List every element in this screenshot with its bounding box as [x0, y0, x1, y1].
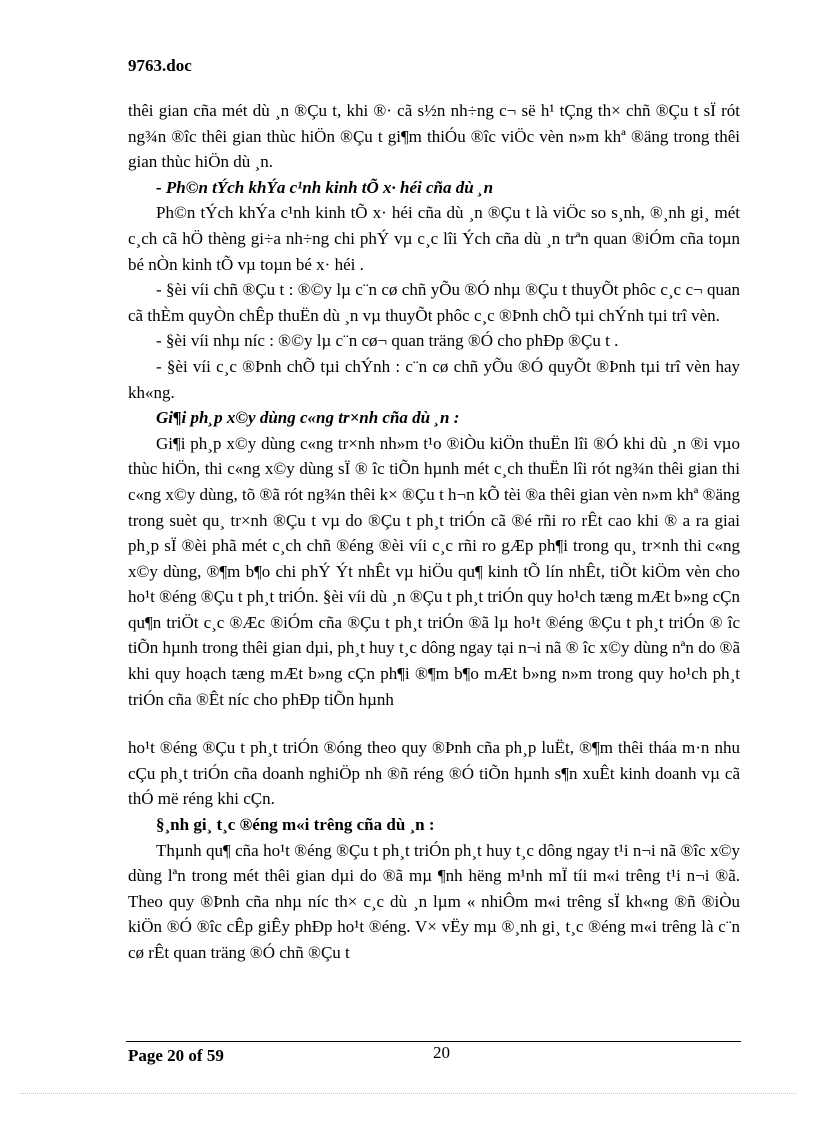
- page-number: 20: [433, 1043, 450, 1062]
- page-count-label: Page 20 of 59: [128, 1046, 224, 1065]
- document-body: [128, 98, 740, 966]
- section-heading: - Ph©n tÝch khÝa c¹nh kinh tÕ x· héi cña dù ¸n: [156, 177, 494, 197]
- paragraph: ho¹t ®éng ®Çu t ph¸t triÓn ®óng theo quy ®Þnh cña ph¸p luËt, ®¶m thêi tháa m·n nhu cÇu ph¸t triÓn cña doanh nghiÖp nh ®ñ réng ®Ó tiÕn hµnh s¶n xuÊt kinh doanh vµ cã thÓ më réng khi cÇn.: [128, 738, 740, 809]
- paragraph: - §èi víi nhµ níc : ®©y lµ c¨n cø¬ quan träng ®Ó cho phÐp ®Çu t .: [156, 331, 619, 351]
- paragraph: Thµnh qu¶ cña ho¹t ®éng ®Çu t ph¸t triÓn ph¸t huy t¸c dông ngay t¹i n¬i nã ®îc x©y dùng lªn trong mét thêi gian dµi do ®ã mµ ¶nh hëng m¹nh mÏ tíi m«i trêng t¹i n¬i ®ã. Theo quy ®Þnh cña nhµ níc th× c¸c dù ¸n lµm « nhiÔm m«i trêng sÏ kh«ng ®ñ ®iÒu kiÖn ®Ó ®îc cÊp giÊy phÐp ho¹t ®éng. V× vËy mµ ®¸nh gi¸ t¸c ®éng m«i trêng là c¨n cø rÊt quan träng ®Ó chñ ®Çu t: [128, 840, 740, 962]
- section-heading: Gi¶i ph¸p x©y dùng c«ng tr×nh cña dù ¸n :: [156, 408, 460, 428]
- paragraph: Ph©n tÝch khÝa c¹nh kinh tÕ x· héi cña dù ¸n ®Çu t là viÖc so s¸nh, ®¸nh gi¸ mét c¸ch cã hÖ thèng gi÷a nh÷ng chi phÝ vµ c¸c lîi Ých cña dù ¸n trªn quan ®iÓm cña toµn bé nÒn kinh tÕ vµ toµn bé x· héi .: [128, 203, 740, 274]
- paragraph-gap: [128, 712, 740, 735]
- document-filename: 9763.doc: [128, 56, 192, 75]
- paragraph: thêi gian cña mét dù ¸n ®Çu t, khi ®· cã s½n nh÷ng c¬ së h¹ tÇng th× chñ ®Çu t sÏ rót ng¾n ®îc thêi gian thùc hiÖn ®Çu t gi¶m thiÓu ®îc viÖc vèn n»m khª ®äng trong thêi gian thùc hiÖn dù ¸n.: [128, 101, 740, 172]
- page-bottom-dotted-border: [20, 1093, 796, 1094]
- paragraph: - §èi víi chñ ®Çu t : ®©y lµ c¨n cø chñ yÕu ®Ó nhµ ®Çu t thuyÕt phôc c¸c c¬ quan cã thÈm quyÒn chÊp thuËn dù ¸n vµ thuyÕt phôc c¸c ®Þnh chÕ tµi chÝnh tµi trî vèn.: [128, 280, 740, 325]
- footer-divider: [126, 1041, 741, 1042]
- paragraph: - §èi víi c¸c ®Þnh chÕ tµi chÝnh : c¨n cø chñ yÕu ®Ó quyÕt ®Þnh tµi trî vèn hay kh«ng.: [128, 356, 740, 402]
- section-heading: §¸nh gi¸ t¸c ®éng m«i trêng cña dù ¸n :: [156, 815, 435, 835]
- paragraph: Gi¶i ph¸p x©y dùng c«ng tr×nh nh»m t¹o ®iÒu kiÖn thuËn lîi ®Ó khi dù ¸n ®i vµo thùc hiÖn, thi c«ng x©y dùng sÏ ® îc tiÕn hµnh mét c¸ch thuËn lîi rót ng¾n thêi gian thi c«ng x©y dùng, tõ ®ã rót ng¾n thêi k× ®Çu t h¬n kÕ tèi ®a thêi gian vèn n»m khª ®äng trong suèt qu¸ tr×nh ®Çu t vµ do ®Çu t ph¸t triÓn cã ®é rñi ro rÊt cao khi ® a ra giai ph¸p sÏ ®èi phã mét c¸ch chñ ®éng ®èi víi c¸c rñi ro gÆp ph¶i trong qu¸ tr×nh thi c«ng x©y dùng, ®¶m b¶o chi phÝ Ýt nhÊt vµ hiÖu qu¶ kinh tÕ lín nhÊt, tiÕt kiÖm vèn cho ho¹t ®éng ®Çu t ph¸t triÓn. §èi víi dù ¸n ®Çu t ph¸t triÓn quy ho¹ch tæng mÆt b»ng cÇn qu¶n triÖt c¸c ®Æc ®iÓm cña ®Çu t ph¸t triÓn ®ã lµ ho¹t ®éng ®Çu t ph¸t triÓn ® îc tiÕn hµnh trong thêi gian dµi, ph¸t huy t¸c dông ngay tại n¬i nã ® îc x©y dùng nªn do ®ã khi quy hoạch tæng mÆt b»ng cÇn ph¶i ®¶m b¶o mÆt b»ng n»m trong quy ho¹ch ph¸t triÓn cña ®Êt níc cho phÐp tiÕn hµnh: [128, 433, 740, 709]
